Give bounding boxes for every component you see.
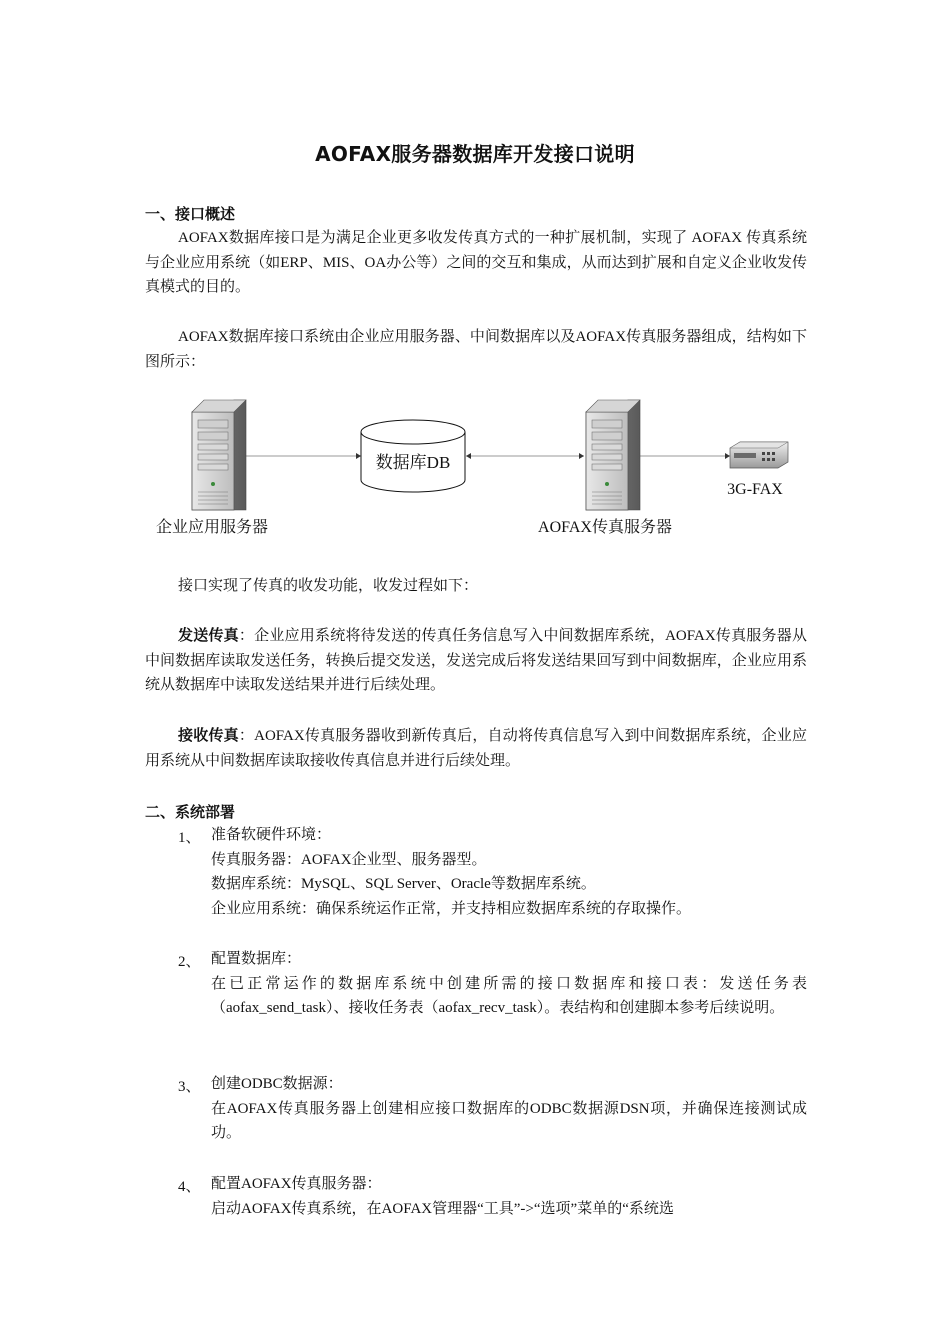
aofax-server-label: AOFAX传真服务器	[538, 519, 672, 536]
list-item-title: 创建ODBC数据源：	[211, 1076, 343, 1092]
list-item	[211, 1172, 807, 1221]
list-item-line: 在已正常运作的数据库系统中创建所需的接口数据库和接口表：发送任务表（aofax_send_task）、接收任务表（aofax_recv_task）。表结构和创建脚本参考后续说明。	[211, 975, 807, 1016]
list-item-title: 准备软硬件环境：	[211, 827, 332, 843]
list-item-line: 传真服务器：AOFAX企业型、服务器型。	[211, 851, 487, 868]
aofax-server-icon	[586, 400, 640, 510]
list-item	[211, 823, 807, 921]
list-item-line: 企业应用系统：确保系统运作正常，并支持相应数据库系统的存取操作。	[211, 900, 692, 917]
paragraph-structure: AOFAX数据库接口系统由企业应用服务器、中间数据库以及AOFAX传真服务器组成，结构如下图所示：	[145, 329, 807, 370]
list-item	[211, 947, 807, 1021]
list-item-number: 2、	[178, 954, 201, 970]
send-fax-label: 发送传真	[178, 628, 239, 644]
list-item-line: 启动AOFAX传真系统，在AOFAX管理器“工具”->“选项”菜单的“系统选	[211, 1200, 674, 1217]
list-item-number: 1、	[178, 830, 201, 846]
list-item-number: 4、	[178, 1179, 201, 1195]
fax-label: 3G-FAX	[727, 481, 783, 498]
paragraph-receive-fax	[145, 724, 807, 773]
connector-lines	[238, 453, 730, 459]
paragraph-process-intro: 接口实现了传真的收发功能，收发过程如下：	[178, 578, 479, 594]
receive-fax-text: ：AOFAX传真服务器收到新传真后，自动将传真信息写入到中间数据库系统，企业应用系统从中间数据库读取接收传真信息并进行后续处理。	[145, 728, 807, 769]
section-heading-overview: 一、接口概述	[145, 207, 236, 223]
section-heading-deployment: 二、系统部署	[145, 805, 236, 821]
list-item-line: 在AOFAX传真服务器上创建相应接口数据库的ODBC数据源DSN项，并确保连接测试成功。	[211, 1100, 807, 1141]
architecture-diagram	[140, 392, 820, 542]
list-item-title: 配置AOFAX传真服务器：	[211, 1176, 382, 1192]
receive-fax-label: 接收传真	[178, 728, 239, 744]
list-item-title: 配置数据库：	[211, 951, 302, 967]
list-item-line: 数据库系统：MySQL、SQL Server、Oracle等数据库系统。	[211, 876, 596, 892]
database-label: 数据库DB	[375, 453, 451, 472]
page-title: AOFAX服务器数据库开发接口说明	[315, 142, 635, 166]
paragraph-intro: AOFAX数据库接口是为满足企业更多收发传真方式的一种扩展机制，实现了 AOFAX 传真系统与企业应用系统（如ERP、MIS、OA办公等）之间的交互和集成，从而达到扩展和自定义企业收发传真模式的目的。	[145, 230, 807, 295]
enterprise-server-icon	[192, 400, 246, 510]
send-fax-text: ：企业应用系统将待发送的传真任务信息写入中间数据库系统，AOFAX传真服务器从中间数据库读取发送任务，转换后提交发送，发送完成后将发送结果回写到中间数据库，企业应用系统从数据库中读取发送结果并进行后续处理。	[145, 628, 807, 693]
paragraph-send-fax	[145, 624, 807, 698]
list-item-number: 3、	[178, 1079, 201, 1095]
fax-device-icon	[730, 442, 788, 468]
list-item	[211, 1072, 807, 1146]
enterprise-server-label: 企业应用服务器	[155, 519, 269, 536]
